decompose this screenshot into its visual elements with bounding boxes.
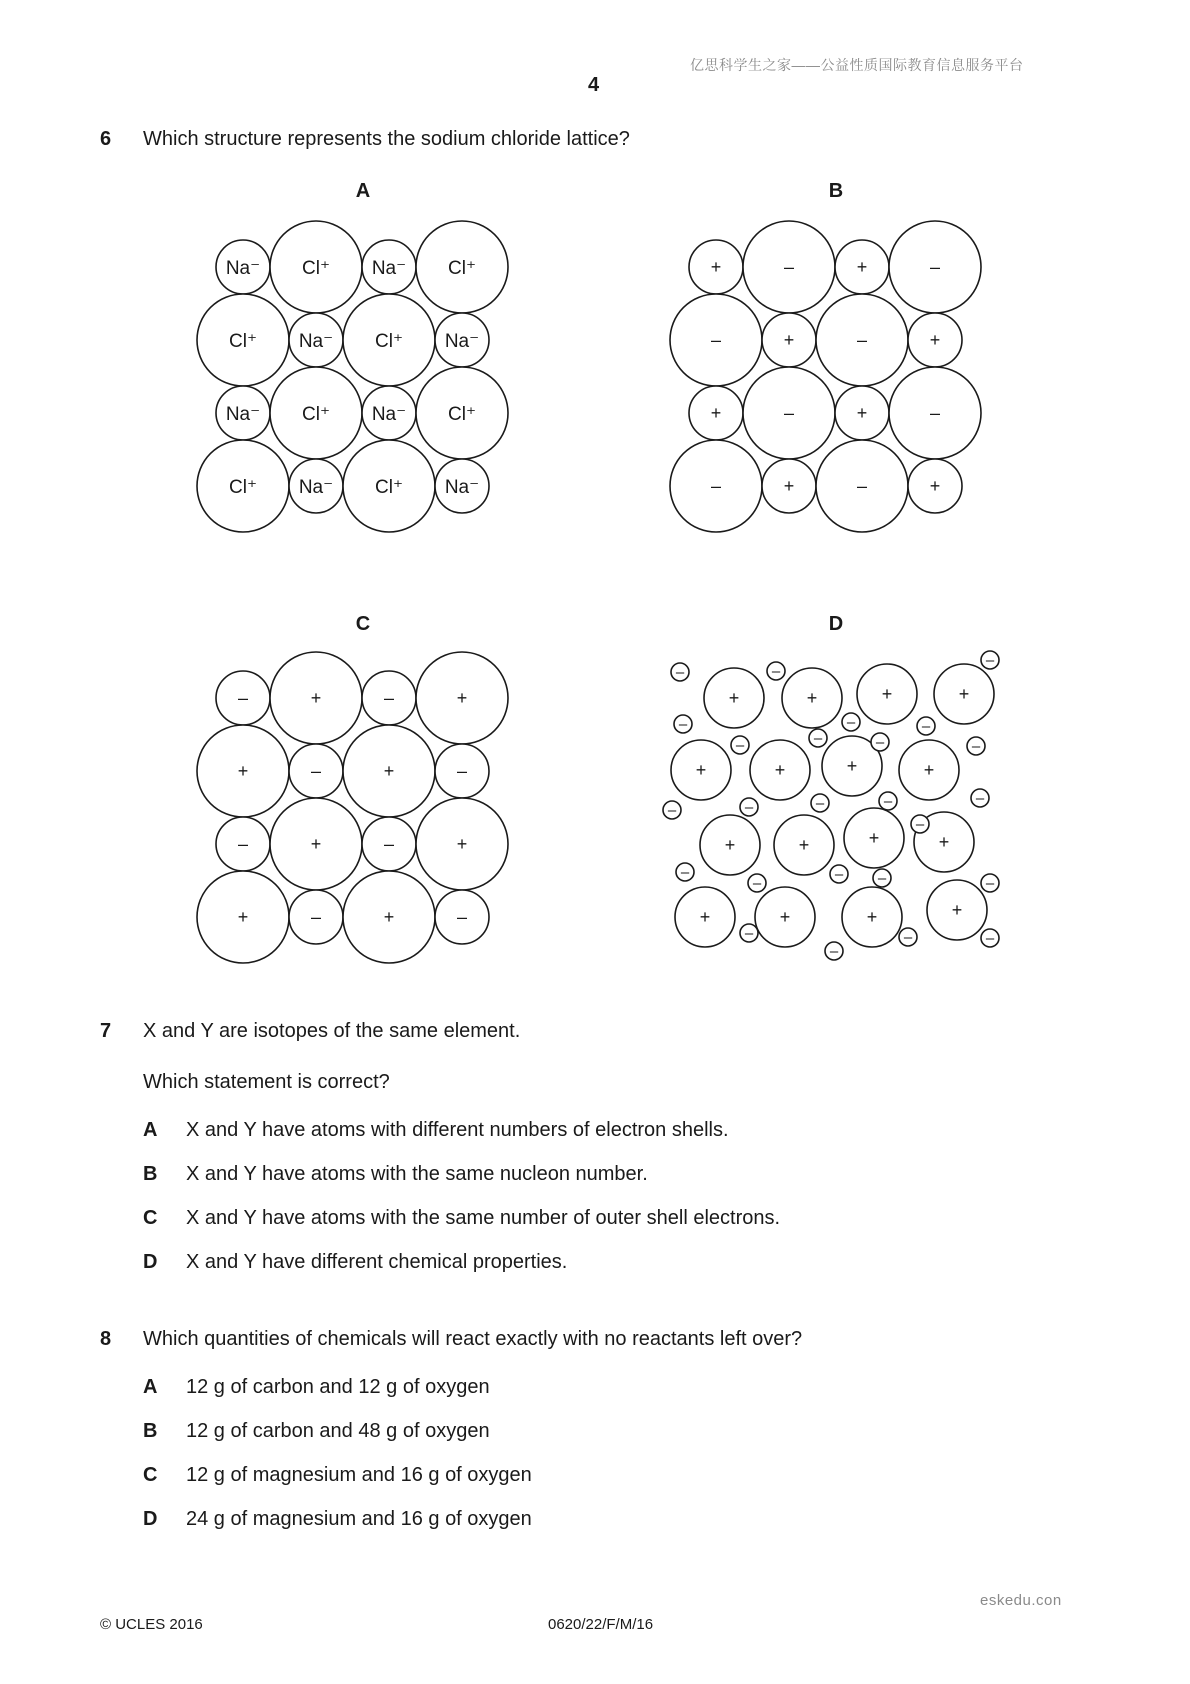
- diagram-b-ion-label-r2c0: +: [710, 403, 722, 423]
- diagram-d-negative-label-6: –: [846, 714, 856, 731]
- q8-option-a-text: 12 g of carbon and 12 g of oxygen: [186, 1376, 490, 1398]
- q7-number: 7: [100, 1020, 112, 1042]
- diagram-b-ion-label-r3c1: +: [783, 476, 795, 496]
- diagram-d-negative-label-22: –: [829, 943, 839, 960]
- diagram-a-ion-label-r2c3: Cl⁺: [448, 404, 476, 425]
- q8-option-c-letter: C: [143, 1464, 158, 1486]
- diagram-d-positive-label-8: +: [724, 835, 736, 855]
- q7-option-b-letter: B: [143, 1163, 158, 1185]
- diagram-b-ion-label-r1c1: +: [783, 330, 795, 350]
- q7-option-c-text: X and Y have atoms with the same number of outer shell electrons.: [186, 1207, 781, 1229]
- diagram-d-negative-label-17: –: [834, 866, 844, 883]
- diagram-a-ion-label-r0c3: Cl⁺: [448, 258, 476, 279]
- diagram-c-ion-label-r1c3: –: [456, 761, 468, 781]
- diagram-b-ion-label-r2c1: –: [783, 403, 795, 423]
- diagram-d-positive-label-3: +: [958, 684, 970, 704]
- diagram-d-positive-label-7: +: [923, 760, 935, 780]
- diagram-b-ion-label-r2c3: –: [929, 403, 941, 423]
- diagram-d-positive-label-13: +: [779, 907, 791, 927]
- diagram-d-negative-label-1: –: [771, 663, 781, 680]
- q8-option-d-text: 24 g of magnesium and 16 g of oxygen: [186, 1508, 532, 1530]
- diagram-c-ion-label-r3c2: +: [383, 907, 395, 927]
- footer-copyright: © UCLES 2016: [100, 1616, 203, 1633]
- diagram-b-ion-label-r3c0: –: [710, 476, 722, 496]
- diagram-d-positive-label-10: +: [868, 828, 880, 848]
- diagram-c-ion-label-r3c3: –: [456, 907, 468, 927]
- diagram-d-negative-label-21: –: [877, 870, 887, 887]
- diagram-c-ion-label-r1c1: –: [310, 761, 322, 781]
- diagram-d-negative-label-8: –: [921, 718, 931, 735]
- diagram-d-negative-label-23: –: [903, 929, 913, 946]
- diagram-d-positive-label-0: +: [728, 688, 740, 708]
- diagram-a-ion-label-r1c3: Na⁻: [444, 331, 480, 352]
- diagram-c-label: C: [355, 613, 371, 635]
- diagram-d-positive-label-14: +: [866, 907, 878, 927]
- diagram-d-negative-label-9: –: [971, 738, 981, 755]
- q7-option-b-text: X and Y have atoms with the same nucleon number.: [186, 1163, 648, 1185]
- q7-option-a-text: X and Y have atoms with different numbers of electron shells.: [186, 1119, 729, 1141]
- q7-option-d-letter: D: [143, 1251, 158, 1273]
- diagram-d-negative-label-4: –: [735, 737, 745, 754]
- header-watermark: 亿思科学生之家——公益性质国际教育信息服务平台: [690, 57, 1024, 73]
- diagram-a-ion-label-r3c0: Cl⁺: [229, 477, 257, 498]
- q8-option-a-letter: A: [143, 1376, 158, 1398]
- diagram-d-positive-label-12: +: [699, 907, 711, 927]
- diagram-d-negative-label-19: –: [985, 875, 995, 892]
- diagram-c-ion-label-r0c2: –: [383, 688, 395, 708]
- diagram-b-ion-label-r3c2: –: [856, 476, 868, 496]
- diagram-a-ion-label-r1c1: Na⁻: [298, 331, 334, 352]
- diagram-b-ion-label-r1c3: +: [929, 330, 941, 350]
- diagram-d-negative-label-15: –: [680, 864, 690, 881]
- diagram-d-negative-label-13: –: [883, 793, 893, 810]
- diagram-a: [197, 180, 508, 532]
- diagram-a-ion-label-r0c1: Cl⁺: [302, 258, 330, 279]
- diagram-c-ion-label-r2c2: –: [383, 834, 395, 854]
- diagram-d-positive-label-6: +: [846, 756, 858, 776]
- diagram-a-ion-label-r0c0: Na⁻: [225, 258, 261, 279]
- diagram-d-negative-label-14: –: [975, 790, 985, 807]
- diagram-b-ion-label-r0c3: –: [929, 257, 941, 277]
- diagram-d-negative-label-7: –: [875, 734, 885, 751]
- diagram-c-ion-label-r3c1: –: [310, 907, 322, 927]
- diagram-c-ion-label-r1c0: +: [237, 761, 249, 781]
- diagram-c-ion-label-r3c0: +: [237, 907, 249, 927]
- diagram-c-ion-label-r1c2: +: [383, 761, 395, 781]
- diagram-a-label: A: [355, 180, 371, 202]
- diagram-d-positive-label-1: +: [806, 688, 818, 708]
- diagram-d-positive-label-4: +: [695, 760, 707, 780]
- q8-text: Which quantities of chemicals will react exactly with no reactants left over?: [143, 1328, 803, 1350]
- diagram-d: [663, 613, 999, 960]
- diagram-d-positive-label-5: +: [774, 760, 786, 780]
- diagram-b-ion-label-r1c2: –: [856, 330, 868, 350]
- diagram-d-positive-label-15: +: [951, 900, 963, 920]
- q7-text: X and Y are isotopes of the same element.: [143, 1020, 521, 1042]
- diagram-d-negative-label-12: –: [815, 795, 825, 812]
- diagram-d-positive-label-11: +: [938, 832, 950, 852]
- footer-code: 0620/22/F/M/16: [548, 1616, 654, 1633]
- q6-text: Which structure represents the sodium chloride lattice?: [143, 128, 630, 150]
- diagram-a-ion-label-r1c2: Cl⁺: [375, 331, 403, 352]
- diagram-d-negative-label-5: –: [813, 730, 823, 747]
- diagram-b-ion-label-r0c2: +: [856, 257, 868, 277]
- q7-option-a-letter: A: [143, 1119, 158, 1141]
- diagram-a-ion-label-r3c2: Cl⁺: [375, 477, 403, 498]
- diagram-b-ion-label-r2c2: +: [856, 403, 868, 423]
- diagram-d-negative-label-16: –: [752, 875, 762, 892]
- q6-number: 6: [100, 128, 112, 150]
- diagram-d-negative-label-0: –: [675, 664, 685, 681]
- diagram-d-label: D: [828, 613, 844, 635]
- q8-option-c-text: 12 g of magnesium and 16 g of oxygen: [186, 1464, 532, 1486]
- diagram-b-label: B: [828, 180, 844, 202]
- diagram-d-negative-label-11: –: [744, 799, 754, 816]
- diagram-b-ion-label-r3c3: +: [929, 476, 941, 496]
- diagram-c-ion-label-r2c3: +: [456, 834, 468, 854]
- diagram-c-ion-label-r2c1: +: [310, 834, 322, 854]
- diagram-c-ion-label-r0c3: +: [456, 688, 468, 708]
- q7-prompt: Which statement is correct?: [143, 1071, 390, 1093]
- diagram-b-ion-label-r0c1: –: [783, 257, 795, 277]
- diagram-d-negative-label-3: –: [678, 716, 688, 733]
- q8-option-b-text: 12 g of carbon and 48 g of oxygen: [186, 1420, 490, 1442]
- diagram-a-ion-label-r2c1: Cl⁺: [302, 404, 330, 425]
- q8-option-d-letter: D: [143, 1508, 158, 1530]
- diagram-b: [670, 180, 981, 532]
- diagram-b-ion-label-r1c0: –: [710, 330, 722, 350]
- diagram-d-negative-label-2: –: [985, 652, 995, 669]
- diagram-a-ion-label-r2c0: Na⁻: [225, 404, 261, 425]
- diagram-a-ion-label-r0c2: Na⁻: [371, 258, 407, 279]
- diagram-d-negative-label-18: –: [915, 816, 925, 833]
- q8-option-b-letter: B: [143, 1420, 158, 1442]
- page-number: 4: [588, 74, 600, 96]
- diagram-c-ion-label-r0c0: –: [237, 688, 249, 708]
- diagram-a-ion-label-r3c1: Na⁻: [298, 477, 334, 498]
- diagram-d-positive-label-9: +: [798, 835, 810, 855]
- q7-option-c-letter: C: [143, 1207, 158, 1229]
- diagram-b-ion-label-r0c0: +: [710, 257, 722, 277]
- diagram-d-negative-label-24: –: [985, 930, 995, 947]
- diagram-c-ion-label-r2c0: –: [237, 834, 249, 854]
- diagram-d-negative-label-20: –: [744, 925, 754, 942]
- diagram-d-negative-label-10: –: [667, 802, 677, 819]
- diagram-d-positive-label-2: +: [881, 684, 893, 704]
- diagram-a-ion-label-r1c0: Cl⁺: [229, 331, 257, 352]
- diagram-c: [197, 613, 508, 963]
- footer-site: eskedu.con: [980, 1592, 1062, 1609]
- diagram-a-ion-label-r3c3: Na⁻: [444, 477, 480, 498]
- q8-number: 8: [100, 1328, 112, 1350]
- q7-option-d-text: X and Y have different chemical properties.: [186, 1251, 568, 1273]
- diagram-a-ion-label-r2c2: Na⁻: [371, 404, 407, 425]
- diagram-c-ion-label-r0c1: +: [310, 688, 322, 708]
